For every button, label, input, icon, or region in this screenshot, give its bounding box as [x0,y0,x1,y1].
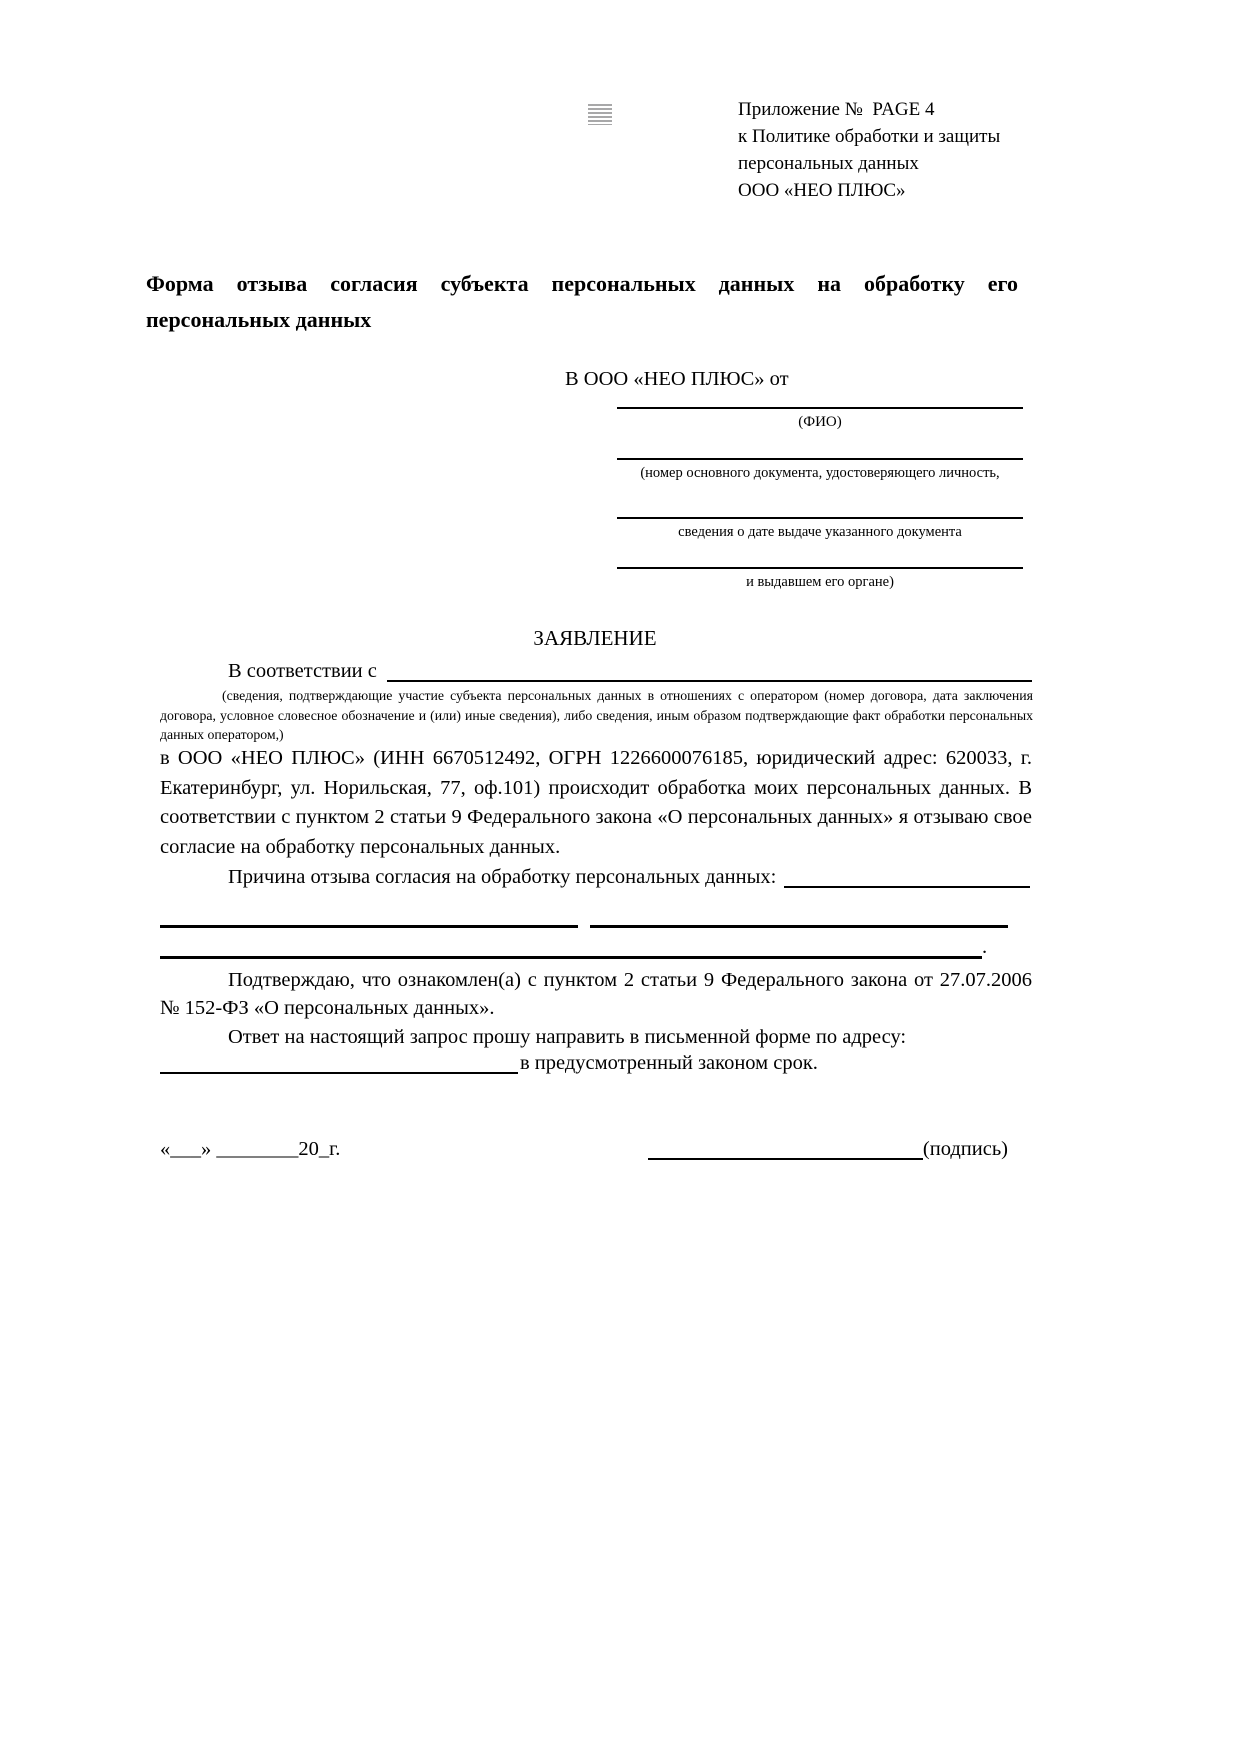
addressee-line: В ООО «НЕО ПЛЮС» от [565,368,789,390]
intro-blank-line [387,658,1032,682]
appendix-header-line: персональных данных [738,153,919,174]
sentence-period: . [982,936,988,958]
reason-continuation-blank-line [160,934,1008,959]
document-number-caption: (номер основного документа, удостоверяющего личность, [640,465,1000,481]
intro-line [160,658,1032,684]
document-title: Форма отзыва согласия субъекта персональных данных на обработку его персональных данных [146,271,1018,332]
blank-line-segment [590,925,1008,928]
reply-request-line: Ответ на настоящий запрос прошу направить в письменной форме по адресу: [228,1026,907,1048]
reason-blank-line [784,864,1030,888]
statement-heading: ЗАЯВЛЕНИЕ [533,626,657,650]
appendix-header-line: к Политике обработки и защиты [738,126,1001,147]
intro-footnote: (сведения, подтверждающие участие субъекта персональных данных в отношениях с оператором (номер договора, дата заключения договора, условное словесное обозначение и (или) иные сведения), либо сведения, иным образом подтверждающие факт обработки персональных данных оператором,) [160,688,1033,742]
signature-blank-line [648,1136,923,1160]
address-blank-line [160,1050,518,1074]
intro-prefix: В соответствии с [228,660,377,682]
appendix-header-line: ООО «НЕО ПЛЮС» [738,180,906,201]
reply-suffix: в предусмотренный законом срок. [520,1052,818,1074]
statement-body: в ООО «НЕО ПЛЮС» (ИНН 6670512492, ОГРН 1226600076185, юридический адрес: 620033, г. Екатеринбург, ул. Норильская, 77, оф.101) происходит обработка моих персональных данных. В соответствии с пунктом 2 статьи 9 Федерального закона «О персональных данных» я отзываю свое согласие на обработку персональных данных. [160,747,1032,858]
issue-date-caption: сведения о дате выдаче указанного документа [678,524,962,540]
signature-caption: (подпись) [922,1138,1008,1160]
fio-caption: (ФИО) [798,414,842,430]
document-number-field-line [617,458,1023,482]
issuing-authority-field-line [617,567,1023,591]
appendix-header [738,96,1068,204]
embedded-object-icon [588,104,612,125]
reason-continuation-blank-line [160,925,1008,928]
reply-address-line [160,1050,1032,1076]
date-and-signature-row [160,1136,1008,1162]
reason-line [160,864,1030,890]
reason-prefix: Причина отзыва согласия на обработку персональных данных: [228,866,777,888]
date-blank: «___» ________20_г. [160,1138,341,1160]
issuing-authority-caption: и выдавшем его органе) [746,574,894,590]
fio-field-line [617,407,1023,431]
blank-line-segment [160,934,982,959]
blank-line-segment [160,925,578,928]
confirmation-paragraph: Подтверждаю, что ознакомлен(а) с пунктом 2 статьи 9 Федерального закона от 27.07.2006 № 152-ФЗ «О персональных данных». [160,969,1032,1019]
issue-date-field-line [617,517,1023,541]
appendix-header-line: Приложение № PAGE 4 [738,99,935,120]
